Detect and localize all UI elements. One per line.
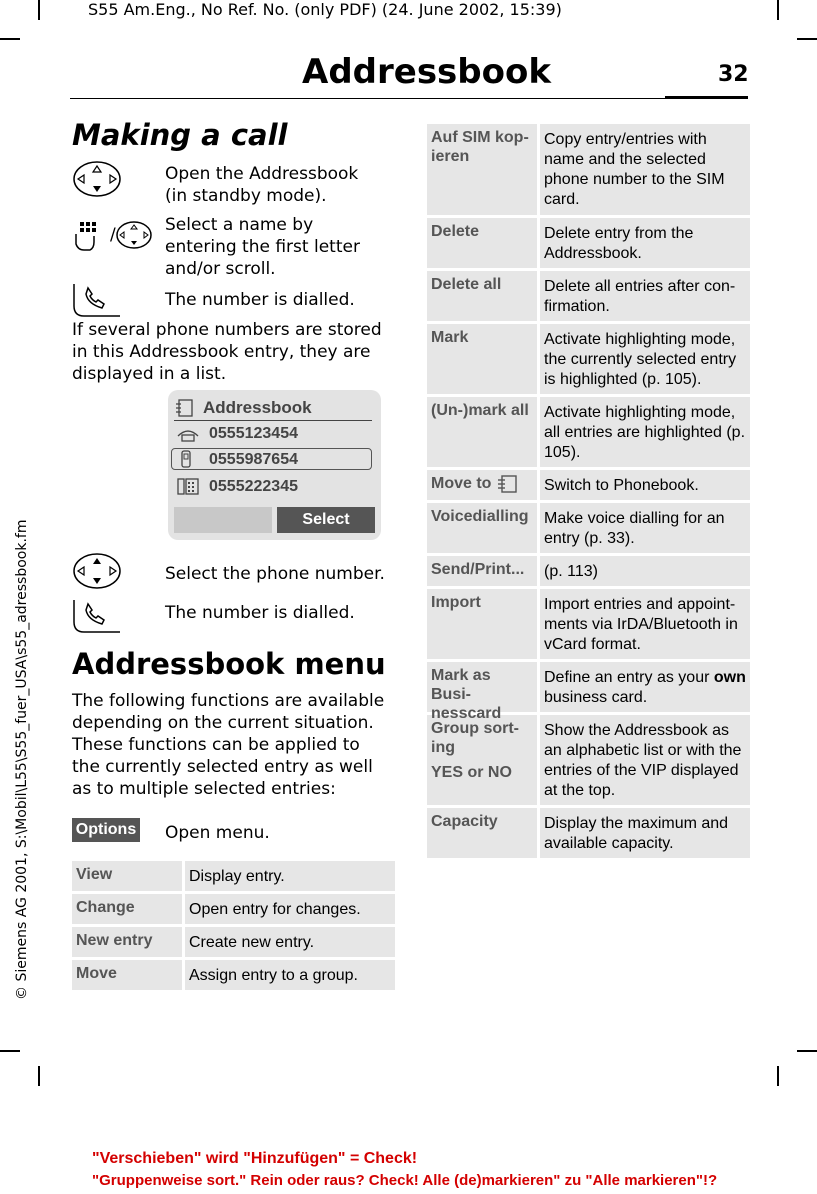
menu-row-group-sorting[interactable] [427, 715, 750, 805]
step-number-dialled-2: The number is dialled. [165, 603, 355, 623]
menu-key [427, 715, 537, 805]
menu-key-options: YES or NO [431, 764, 512, 781]
header-rule-thick [665, 96, 748, 99]
page-number: 32 [718, 62, 749, 87]
menu-key: Mark as Busi-nesscard [431, 667, 502, 722]
step-open-addressbook: Open the Addressbook (in standby mode). [165, 164, 359, 206]
menu-key: Import [431, 594, 481, 611]
navigation-key-icon [115, 220, 153, 250]
crop-mark [38, 1066, 40, 1086]
phonebook-icon [174, 398, 196, 418]
right-menu-table [427, 124, 750, 861]
crop-mark [797, 38, 817, 40]
header-rule [70, 98, 665, 99]
menu-row-new-entry[interactable] [72, 927, 395, 957]
menu-value-bold: own [713, 669, 746, 686]
menu-value: Create new entry. [185, 927, 395, 957]
multiple-numbers-paragraph: If several phone numbers are stored in this Addressbook entry, they are displayed in a list. [72, 320, 382, 384]
menu-value-pre: Define an entry as your [544, 669, 714, 686]
menu-row-move[interactable] [72, 960, 395, 990]
menu-value: Copy entry/entries with name and the selected phone number to the SIM card. [540, 124, 750, 215]
menu-key: Mark [431, 329, 469, 346]
phone-number-item[interactable]: 0555987654 [209, 451, 298, 468]
menu-value: Assign entry to a group. [185, 960, 395, 990]
menu-value: Show the Addressbook as an alphabetic list or with the entries of the VIP displayed at the top. [540, 715, 750, 805]
crop-mark [0, 38, 20, 40]
menu-value: Display the maximum and available capacity. [540, 808, 750, 858]
options-description: Open menu. [165, 823, 270, 843]
crop-mark [0, 1050, 20, 1052]
side-note: © Siemens AG 2001, S:\Mobil\L55\S55_fuer_USA\s55_adressbook.fm [14, 519, 30, 1000]
menu-key-label: Group sort-ing [431, 720, 519, 756]
mobile-phone-icon [180, 450, 192, 468]
menu-value: Delete entry from the Addressbook. [540, 218, 750, 268]
step-select-phone-number: Select the phone number. [165, 564, 385, 584]
phone-screen-title: Addressbook [203, 398, 312, 417]
menu-row-mark[interactable] [427, 324, 750, 394]
addressbook-menu-heading: Addressbook menu [72, 647, 386, 681]
menu-key: Move [76, 965, 117, 982]
menu-value-post: business card. [544, 689, 648, 706]
menu-row-businesscard[interactable] [427, 662, 750, 722]
navigation-key-icon [72, 160, 122, 198]
menu-row-move-to[interactable] [427, 470, 750, 500]
meta-line: S55 Am.Eng., No Ref. No. (only PDF) (24. June 2002, 15:39) [88, 0, 562, 19]
menu-row-copy-sim[interactable] [427, 124, 750, 215]
phone-title-rule [174, 420, 372, 421]
crop-mark [777, 0, 779, 20]
crop-mark [38, 0, 40, 20]
menu-row-unmark-all[interactable] [427, 397, 750, 467]
menu-row-change[interactable] [72, 894, 395, 924]
menu-value: Import entries and appoint-ments via IrDA/Bluetooth in vCard format. [540, 589, 750, 659]
menu-value [540, 662, 750, 712]
menu-intro-paragraph: The following functions are available depending on the current situation. These functions can be applied to the currently selected entry as well as to multiple selected entries: [72, 691, 385, 799]
menu-value: Switch to Phonebook. [540, 470, 750, 500]
crop-mark [777, 1066, 779, 1086]
menu-key: New entry [76, 932, 153, 949]
menu-value: (p. 113) [540, 556, 750, 586]
menu-value: Activate highlighting mode, the currently selected entry is highlighted (p. 105). [540, 324, 750, 394]
softkey-select[interactable]: Select [277, 507, 375, 533]
phone-number-item[interactable]: 0555222345 [209, 478, 298, 495]
menu-key: View [76, 866, 113, 883]
menu-key: Capacity [431, 813, 498, 830]
menu-row-import[interactable] [427, 589, 750, 659]
menu-row-delete[interactable] [427, 218, 750, 268]
keypad-icon [72, 220, 104, 252]
menu-key: Delete [431, 223, 480, 240]
editor-note-2: "Gruppenweise sort." Rein oder raus? Check! Alle (de)markieren" zu "Alle markieren"!? [92, 1172, 718, 1189]
crop-mark [797, 1050, 817, 1052]
menu-value: Make voice dialling for an entry (p. 33). [540, 503, 750, 553]
menu-row-send-print[interactable] [427, 556, 750, 586]
phonebook-icon [495, 474, 519, 494]
menu-key [427, 470, 537, 500]
menu-key: (Un-)mark all [431, 402, 529, 419]
left-menu-table [72, 861, 395, 993]
menu-key: Voicedialling [431, 508, 529, 525]
step-number-dialled: The number is dialled. [165, 290, 355, 310]
chapter-title: Addressbook [302, 52, 551, 92]
menu-row-delete-all[interactable] [427, 271, 750, 321]
menu-value: Display entry. [185, 861, 395, 891]
slash-separator: / [110, 225, 116, 245]
menu-key-label: Move to [431, 475, 492, 492]
step-select-name: Select a name by entering the first letter and/or scroll. [165, 215, 360, 279]
phone-screen [168, 390, 381, 540]
making-call-heading: Making a call [72, 118, 288, 152]
menu-key: Delete all [431, 276, 502, 293]
softkey-left[interactable] [174, 507, 272, 533]
menu-key: Auf SIM kop-ieren [431, 129, 529, 165]
menu-key: Send/Print... [431, 561, 525, 578]
menu-row-voicedialling[interactable] [427, 503, 750, 553]
call-key-icon [72, 282, 122, 318]
editor-note-1: "Verschieben" wird "Hinzufügen" = Check! [92, 1150, 418, 1167]
menu-value: Activate highlighting mode, all entries are highlighted (p. 105). [540, 397, 750, 467]
menu-row-view[interactable] [72, 861, 395, 891]
home-phone-icon [174, 426, 202, 444]
call-key-icon [72, 598, 122, 634]
office-phone-icon [174, 476, 200, 496]
menu-key: Change [76, 899, 135, 916]
options-softkey[interactable]: Options [72, 818, 140, 842]
navigation-key-icon [72, 552, 122, 590]
menu-value: Delete all entries after con-firmation. [540, 271, 750, 321]
menu-row-capacity[interactable] [427, 808, 750, 858]
menu-value: Open entry for changes. [185, 894, 395, 924]
phone-number-item[interactable]: 0555123454 [209, 425, 298, 442]
